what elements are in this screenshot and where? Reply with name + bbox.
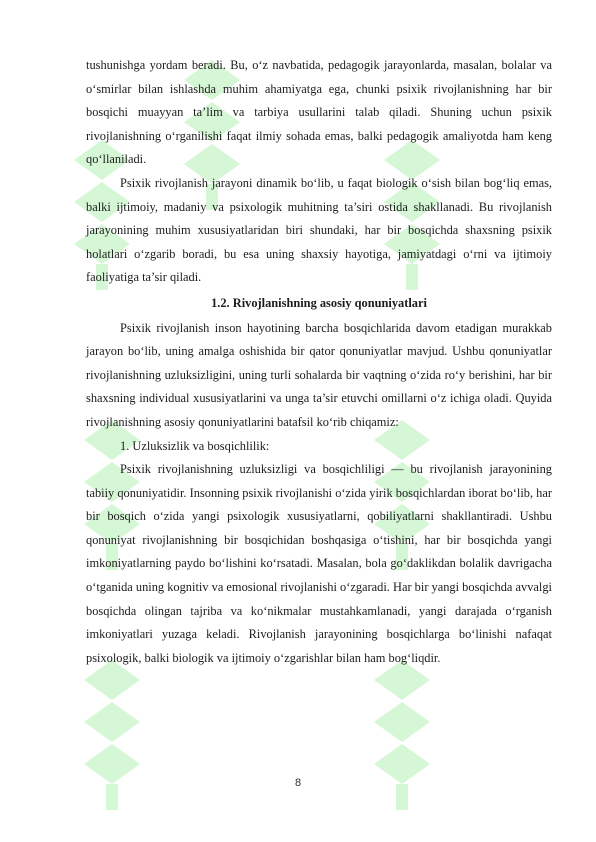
list-item-heading: 1. Uzluksizlik va bosqichlilik: xyxy=(120,438,270,453)
page-number: 8 xyxy=(294,777,302,789)
paragraph: Psixik rivojlanish inson hayotining barcha bosqichlarida davom etadigan murakkab jarayon bo‘lib, uning amalga oshishida bir qator qonuniyatlar mavjud. Ushbu qonuniyatlar rivojlanishning uzluksizligini, uning turli sohalarda bir vaqtning o‘zida ro‘y berishini, har bir shaxsning individual xususiyatlarini va unga ta’sir etuvchi omillarni o‘z ichiga oladi. Quyida rivojlanishning asosiy qonuniyatlarini batafsil ko‘rib chiqamiz: xyxy=(86,320,552,429)
section-heading: 1.2. Rivojlanishning asosiy qonuniyatlari xyxy=(211,295,427,310)
paragraph: Psixik rivojlanishning uzluksizligi va bosqichliligi — bu rivojlanish jarayonining tabiiy qonuniyatidir. Insonning psixik rivojlanishi o‘zida yirik bosqichlardan iborat bo‘lib, har bir bosqich o‘zida yangi psixologik xususiyatlarni, qobiliyatlarni shakllantiradi. Ushbu qonuniyat rivojlanishning bir bosqichidan boshqasiga o‘tishini, har bir bosqichda yangi imkoniyatlarning paydo bo‘lishini ko‘rsatadi. Masalan, bola go‘daklikdan bolalik davrigacha o‘tganida uning kognitiv va emosional rivojlanishi o‘zgaradi. Har bir yangi bosqichda avvalgi bosqichda olingan tajriba va ko‘nikmalar mustahkamlanadi, yangi darajada o‘rganish imkoniyatlari yuzaga keladi. Rivojlanish jarayonining bosqichlarga bo‘linishi nafaqat psixologik, balki biologik va ijtimoiy o‘zgarishlar bilan ham bog‘liqdir. xyxy=(86,462,552,665)
page-body-text xyxy=(86,54,552,670)
paragraph-continuation: tushunishga yordam beradi. Bu, o‘z navbatida, pedagogik jarayonlarda, masalan, bolalar va o‘smirlar bilan ishlashda muhim ahamiyatga ega, chunki psixik rivojlanishning har bir bosqichi muayyan ta’lim va tarbiya usullarini talab qiladi. Shuning uchun psixik rivojlanishning o‘rganilishi faqat ilmiy sohada emas, balki pedagogik amaliyotda ham keng qo‘llaniladi. xyxy=(86,58,552,167)
paragraph: Psixik rivojlanish jarayoni dinamik bo‘lib, u faqat biologik o‘sish bilan bog‘liq emas, balki ijtimoiy, madaniy va psixologik muhitning ta’siri ostida shakllanadi. Bu rivojlanish jarayonining muhim xususiyatlaridan biri shundaki, har bir bosqichda shaxsning psixik holatlari o‘zgarib boradi, bu esa uning shaxsiy hayotiga, jamiyatdagi o‘rni va ijtimoiy faoliyatiga ta’sir qiladi. xyxy=(86,175,552,285)
